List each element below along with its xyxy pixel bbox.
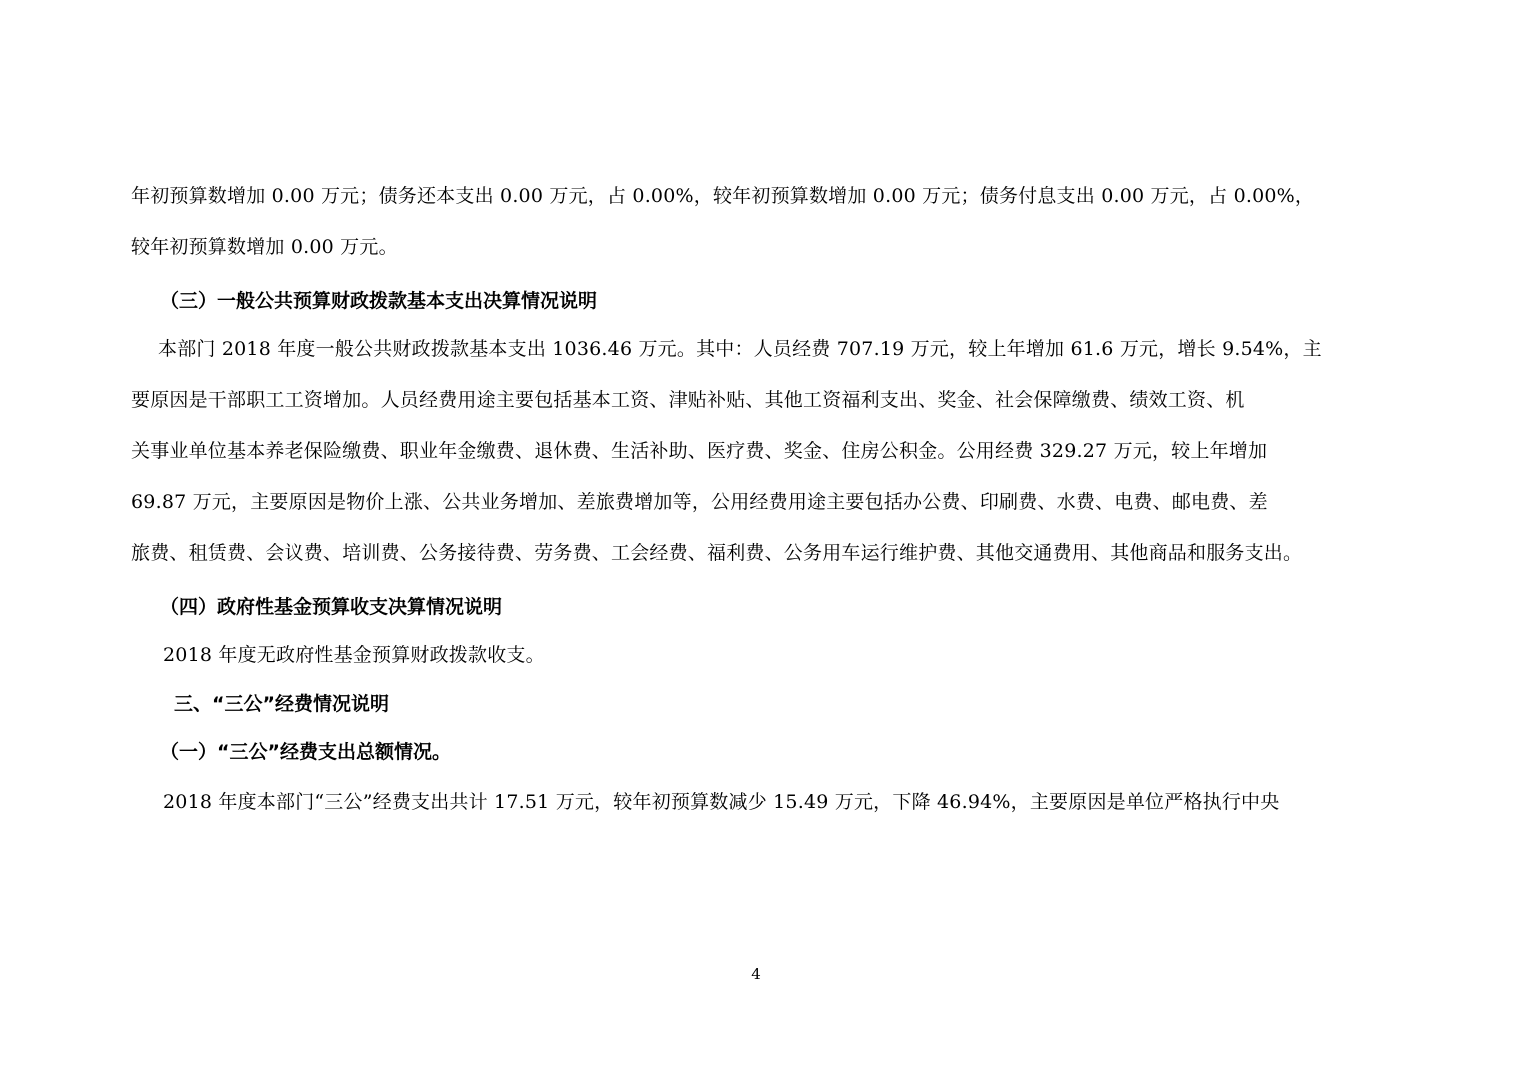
paragraph-line: 旅费、租赁费、会议费、培训费、公务接待费、劳务费、工会经费、福利费、公务用车运行维护费、其他交通费用、其他商品和服务支出。 xyxy=(131,542,1303,564)
page-number: 4 xyxy=(751,965,761,983)
section-heading-4: （四）政府性基金预算收支决算情况说明 xyxy=(160,596,503,618)
paragraph-line: 较年初预算数增加 0.00 万元。 xyxy=(131,236,398,258)
section-heading-3: （三）一般公共预算财政拨款基本支出决算情况说明 xyxy=(160,290,598,312)
paragraph-line: 年初预算数增加 0.00 万元；债务还本支出 0.00 万元，占 0.00%，较年初预算数增加 0.00 万元；债务付息支出 0.00 万元，占 0.00%， xyxy=(131,185,1315,207)
paragraph-line: 2018 年度本部门“三公”经费支出共计 17.51 万元，较年初预算数减少 15.49 万元，下降 46.94%，主要原因是单位严格执行中央 xyxy=(163,791,1280,813)
paragraph-line: 关事业单位基本养老保险缴费、职业年金缴费、退休费、生活补助、医疗费、奖金、住房公积金。公用经费 329.27 万元，较上年增加 xyxy=(131,440,1268,462)
subsection-heading-1: （一）“三公”经费支出总额情况。 xyxy=(160,741,451,763)
paragraph-line: 要原因是干部职工工资增加。人员经费用途主要包括基本工资、津贴补贴、其他工资福利支出、奖金、社会保障缴费、绩效工资、机 xyxy=(131,389,1245,411)
chapter-heading-three-public: 三、“三公”经费情况说明 xyxy=(174,693,389,715)
paragraph-line: 69.87 万元，主要原因是物价上涨、公共业务增加、差旅费增加等，公用经费用途主要包括办公费、印刷费、水费、电费、邮电费、差 xyxy=(131,491,1268,513)
paragraph-line: 2018 年度无政府性基金预算财政拨款收支。 xyxy=(163,644,545,666)
paragraph-line: 本部门 2018 年度一般公共财政拨款基本支出 1036.46 万元。其中：人员经费 707.19 万元，较上年增加 61.6 万元，增长 9.54%，主 xyxy=(158,338,1322,360)
